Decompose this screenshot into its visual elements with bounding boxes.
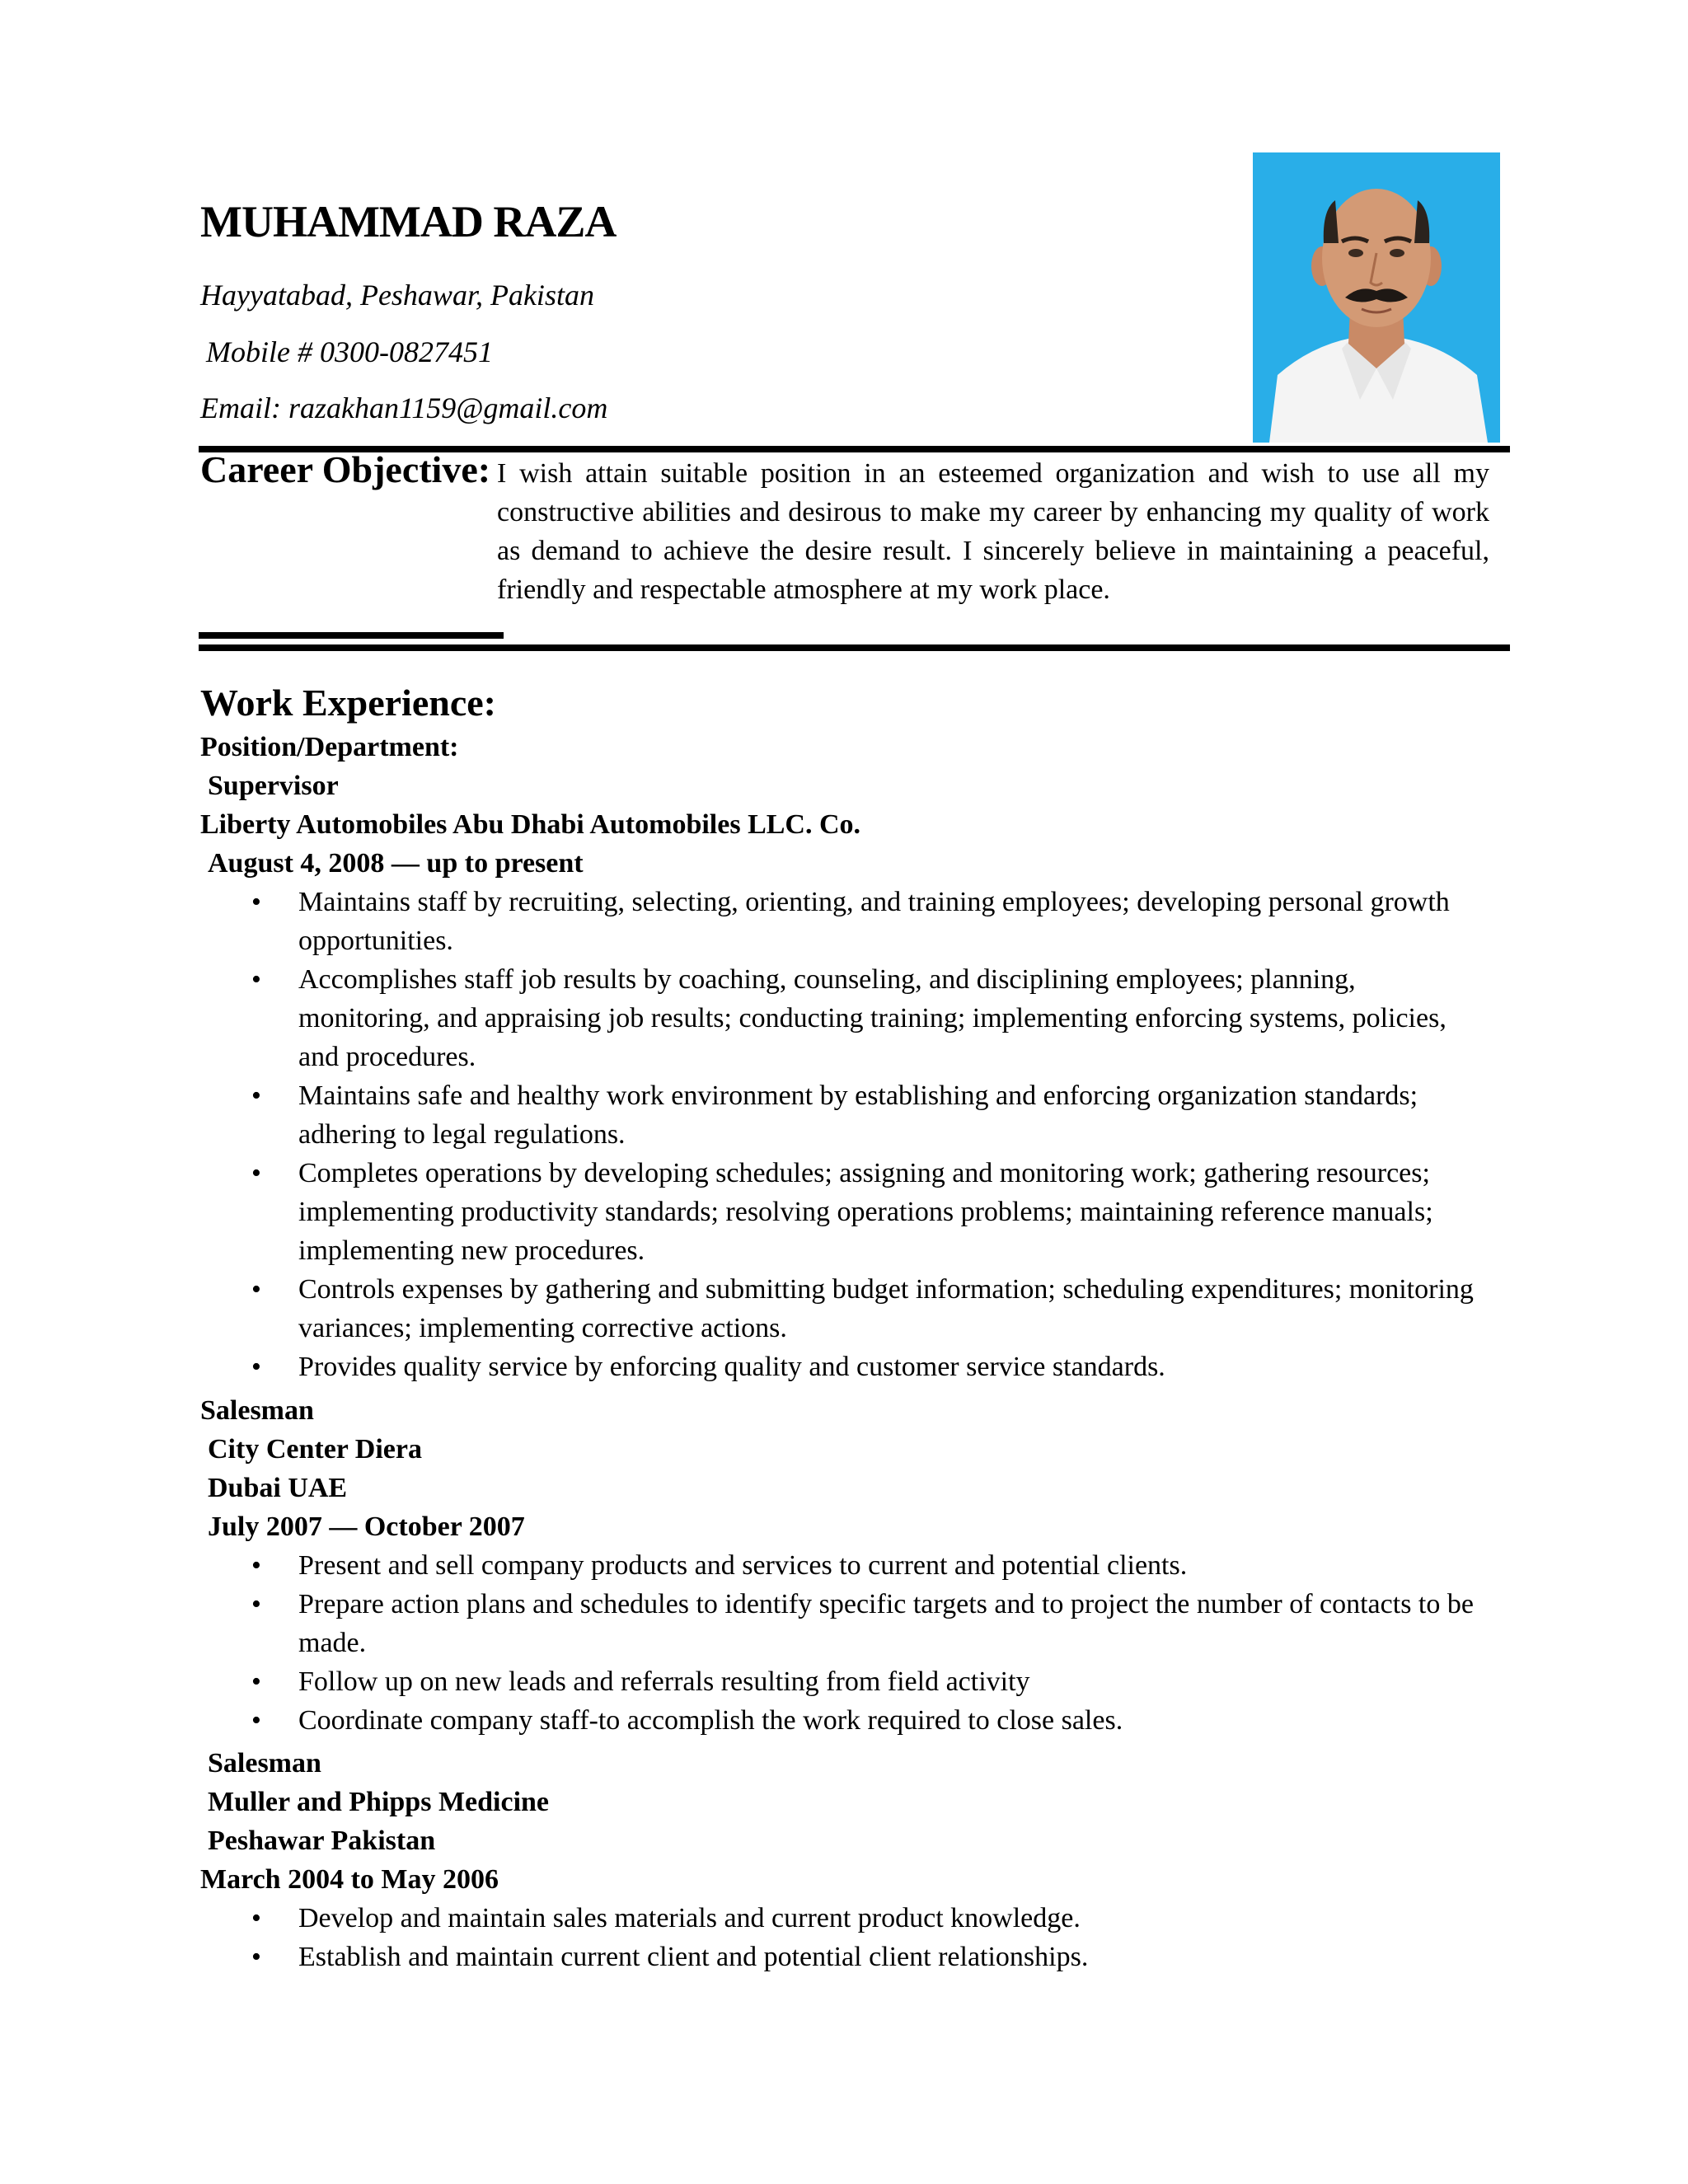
job-company: Muller and Phipps Medicine (208, 1787, 550, 1817)
duty-item: • Develop and maintain sales materials and current product knowledge. (298, 1899, 1486, 1938)
job-entry-2 (200, 1391, 1486, 1740)
job-company: City Center Diera (208, 1434, 422, 1465)
job-location: Peshawar Pakistan (208, 1825, 436, 1856)
job-role: Supervisor (208, 771, 339, 801)
duty-item: • Maintains staff by recruiting, selecting, orienting, and training employees; developing personal growth opportunities. (298, 883, 1486, 960)
mobile-number: Mobile # 0300-0827451 (206, 335, 493, 368)
job-role: Salesman (200, 1395, 314, 1426)
duty-item: • Maintains safe and healthy work environment by establishing and enforcing organization standards; adhering to legal regulations. (298, 1076, 1486, 1154)
job-duties (200, 883, 1486, 1386)
portrait-illustration (1253, 152, 1500, 443)
duty-item: • Present and sell company products and services to current and potential clients. (298, 1546, 1486, 1585)
career-objective-text: I wish attain suitable position in an esteemed organization and wish to use all my constructive abilities and desirous to make my career by enhancing my quality of work as demand to achieve the desire result. I sincerely believe in maintaining a peaceful, friendly and respectable atmosphere at my work place. (497, 458, 1489, 605)
job-entry-1 (200, 728, 1486, 1386)
duty-item: • Follow up on new leads and referrals resulting from field activity (298, 1662, 1486, 1701)
job-entry-3 (200, 1744, 1486, 1976)
duty-item: • Establish and maintain current client and potential client relationships. (298, 1938, 1486, 1976)
address: Hayyatabad, Peshawar, Pakistan (200, 279, 594, 312)
duty-item: • Accomplishes staff job results by coaching, counseling, and disciplining employees; planning, monitoring, and appraising job results; conducting training; implementing enforcing systems, policies, and procedures. (298, 960, 1486, 1076)
position-department-label: Position/Department: (200, 732, 459, 762)
job-duties (200, 1899, 1486, 1976)
job-role: Salesman (208, 1748, 321, 1779)
job-dates: July 2007 — October 2007 (208, 1511, 525, 1542)
job-dates: March 2004 to May 2006 (200, 1864, 499, 1895)
email-address: Email: razakhan1159@gmail.com (200, 391, 608, 424)
duty-item: • Completes operations by developing schedules; assigning and monitoring work; gathering resources; implementing productivity standards; resolving operations problems; maintaining reference manuals; implementing new procedures. (298, 1154, 1486, 1270)
profile-photo (1253, 152, 1500, 443)
job-duties (200, 1546, 1486, 1740)
work-experience-heading: Work Experience: (200, 682, 496, 724)
divider-accent (199, 632, 504, 639)
bottom-divider (199, 644, 1510, 651)
job-company: Liberty Automobiles Abu Dhabi Automobiles LLC. Co. (200, 809, 861, 840)
career-objective-heading: Career Objective: (200, 448, 491, 490)
candidate-name: MUHAMMAD RAZA (200, 197, 617, 246)
duty-item: • Prepare action plans and schedules to identify specific targets and to project the number of contacts to be made. (298, 1585, 1486, 1662)
job-location: Dubai UAE (208, 1473, 348, 1503)
duty-item: • Coordinate company staff-to accomplish the work required to close sales. (298, 1701, 1486, 1740)
duty-item: • Controls expenses by gathering and submitting budget information; scheduling expenditures; monitoring variances; implementing corrective actions. (298, 1270, 1486, 1347)
duty-item: • Provides quality service by enforcing quality and customer service standards. (298, 1347, 1486, 1386)
job-dates: August 4, 2008 — up to present (208, 848, 584, 879)
